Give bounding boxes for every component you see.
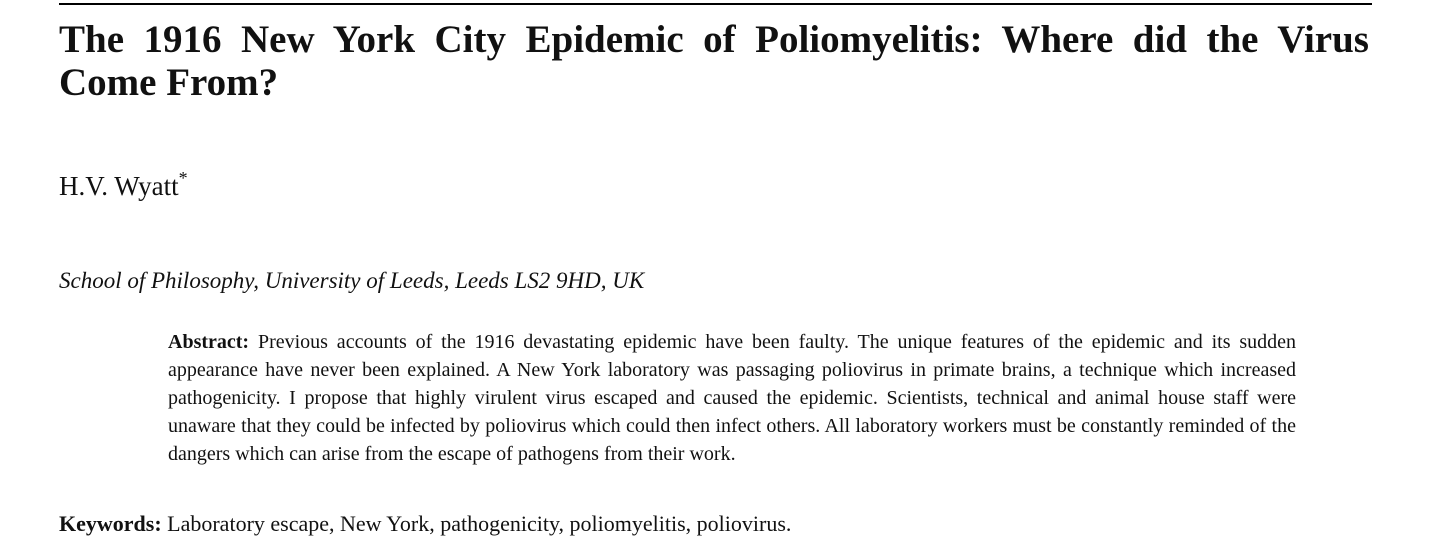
author-line bbox=[59, 170, 188, 202]
keywords-label: Keywords: bbox=[59, 511, 162, 536]
paper-title: The 1916 New York City Epidemic of Poliomyelitis: Where did the Virus Come From? bbox=[59, 18, 1369, 104]
author-affiliation: School of Philosophy, University of Leeds, Leeds LS2 9HD, UK bbox=[59, 268, 645, 293]
author-name: H.V. Wyatt bbox=[59, 171, 179, 201]
top-rule bbox=[59, 3, 1372, 5]
keywords bbox=[59, 509, 791, 539]
abstract bbox=[168, 328, 1296, 468]
keywords-text: Laboratory escape, New York, pathogenicity, poliomyelitis, poliovirus. bbox=[167, 511, 792, 536]
abstract-text: Previous accounts of the 1916 devastating epidemic have been faulty. The unique features of the epidemic and its sudden appearance have never been explained. A New York laboratory was passaging poliovirus in primate brains, a technique which increased pathogenicity. I propose that highly virulent virus escaped and caused the epidemic. Scientists, technical and animal house staff were unaware that they could be infected by poliovirus which could then infect others. All laboratory workers must be constantly reminded of the dangers which can arise from the escape of pathogens from their work. bbox=[168, 331, 1297, 465]
abstract-label: Abstract: bbox=[168, 331, 250, 353]
author-footnote-marker: * bbox=[178, 168, 188, 188]
